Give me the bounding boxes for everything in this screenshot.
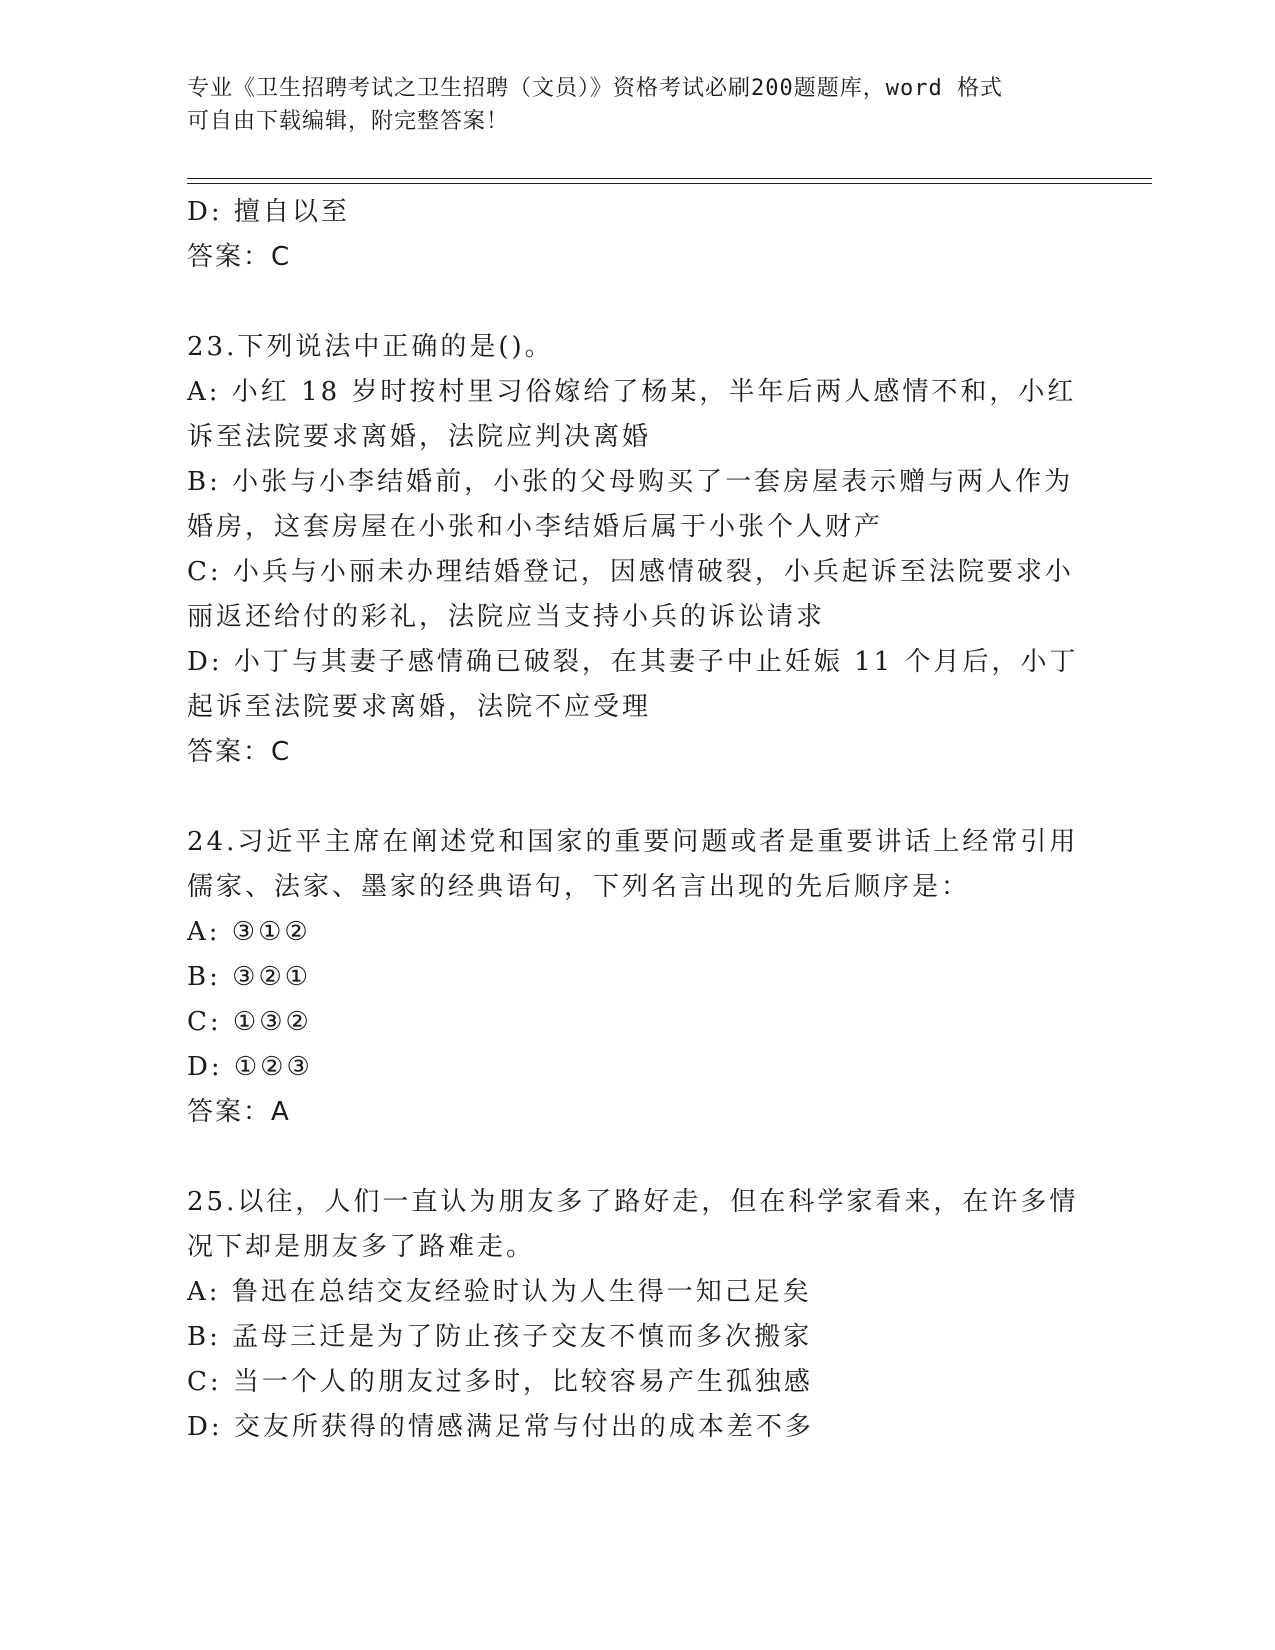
q23-option-d-line-2: 起诉至法院要求离婚，法院不应受理 <box>187 692 652 722</box>
q24-stem-line-2: 儒家、法家、墨家的经典语句，下列名言出现的先后顺序是： <box>187 872 971 902</box>
spacer <box>187 775 1087 820</box>
q25-option-d: D: 交友所获得的情感满足常与付出的成本差不多 <box>187 1412 814 1442</box>
question-24 <box>187 820 1087 1135</box>
q23-option-b-line-2: 婚房，这套房屋在小张和小李结婚后属于小张个人财产 <box>187 512 884 542</box>
spacer <box>187 1135 1087 1180</box>
page-header <box>187 72 1087 138</box>
spacer <box>187 280 1087 325</box>
q22-option-d: D: 擅自以至 <box>187 197 350 227</box>
q25-option-b: B: 孟母三迁是为了防止孩子交友不慎而多次搬家 <box>187 1322 813 1352</box>
q24-option-b: B: ③②① <box>187 962 312 992</box>
document-body <box>187 190 1087 1450</box>
q24-option-a: A: ③①② <box>187 917 311 947</box>
q23-answer: 答案：C <box>187 737 292 767</box>
q24-stem-line-1: 24.习近平主席在阐述党和国家的重要问题或者是重要讲话上经常引用 <box>187 827 1079 857</box>
q23-option-c-line-2: 丽返还给付的彩礼，法院应当支持小兵的诉讼请求 <box>187 602 826 632</box>
q25-option-c: C: 当一个人的朋友过多时，比较容易产生孤独感 <box>187 1367 813 1397</box>
question-22-tail <box>187 190 1087 280</box>
q23-stem: 23.下列说法中正确的是()。 <box>187 332 554 362</box>
q25-stem-line-1: 25.以往，人们一直认为朋友多了路好走，但在科学家看来，在许多情 <box>187 1187 1079 1217</box>
q23-option-a-line-1: A: 小红 18 岁时按村里习俗嫁给了杨某，半年后两人感情不和，小红 <box>187 377 1077 407</box>
q23-option-a-line-2: 诉至法院要求离婚，法院应判决离婚 <box>187 422 652 452</box>
header-line-2: 可自由下载编辑，附完整答案！ <box>187 109 510 134</box>
q24-option-c: C: ①③② <box>187 1007 312 1037</box>
question-25 <box>187 1180 1087 1450</box>
q24-option-d: D: ①②③ <box>187 1052 313 1082</box>
q23-option-d-line-1: D: 小丁与其妻子感情确已破裂，在其妻子中止妊娠 11 个月后，小丁 <box>187 647 1079 677</box>
q25-option-a: A: 鲁迅在总结交友经验时认为人生得一知己足矣 <box>187 1277 812 1307</box>
header-line-1: 专业《卫生招聘考试之卫生招聘（文员）》资格考试必刷200题题库，word 格式 <box>187 76 1003 101</box>
q25-stem-line-2: 况下却是朋友多了路难走。 <box>187 1232 536 1262</box>
q23-option-c-line-1: C: 小兵与小丽未办理结婚登记，因感情破裂，小兵起诉至法院要求小 <box>187 557 1074 587</box>
q22-answer: 答案：C <box>187 242 292 272</box>
question-23 <box>187 325 1087 775</box>
header-divider-top <box>187 178 1152 179</box>
q23-option-b-line-1: B: 小张与小李结婚前，小张的父母购买了一套房屋表示赠与两人作为 <box>187 467 1074 497</box>
header-divider-bottom <box>187 183 1152 184</box>
q24-answer: 答案：A <box>187 1097 291 1127</box>
